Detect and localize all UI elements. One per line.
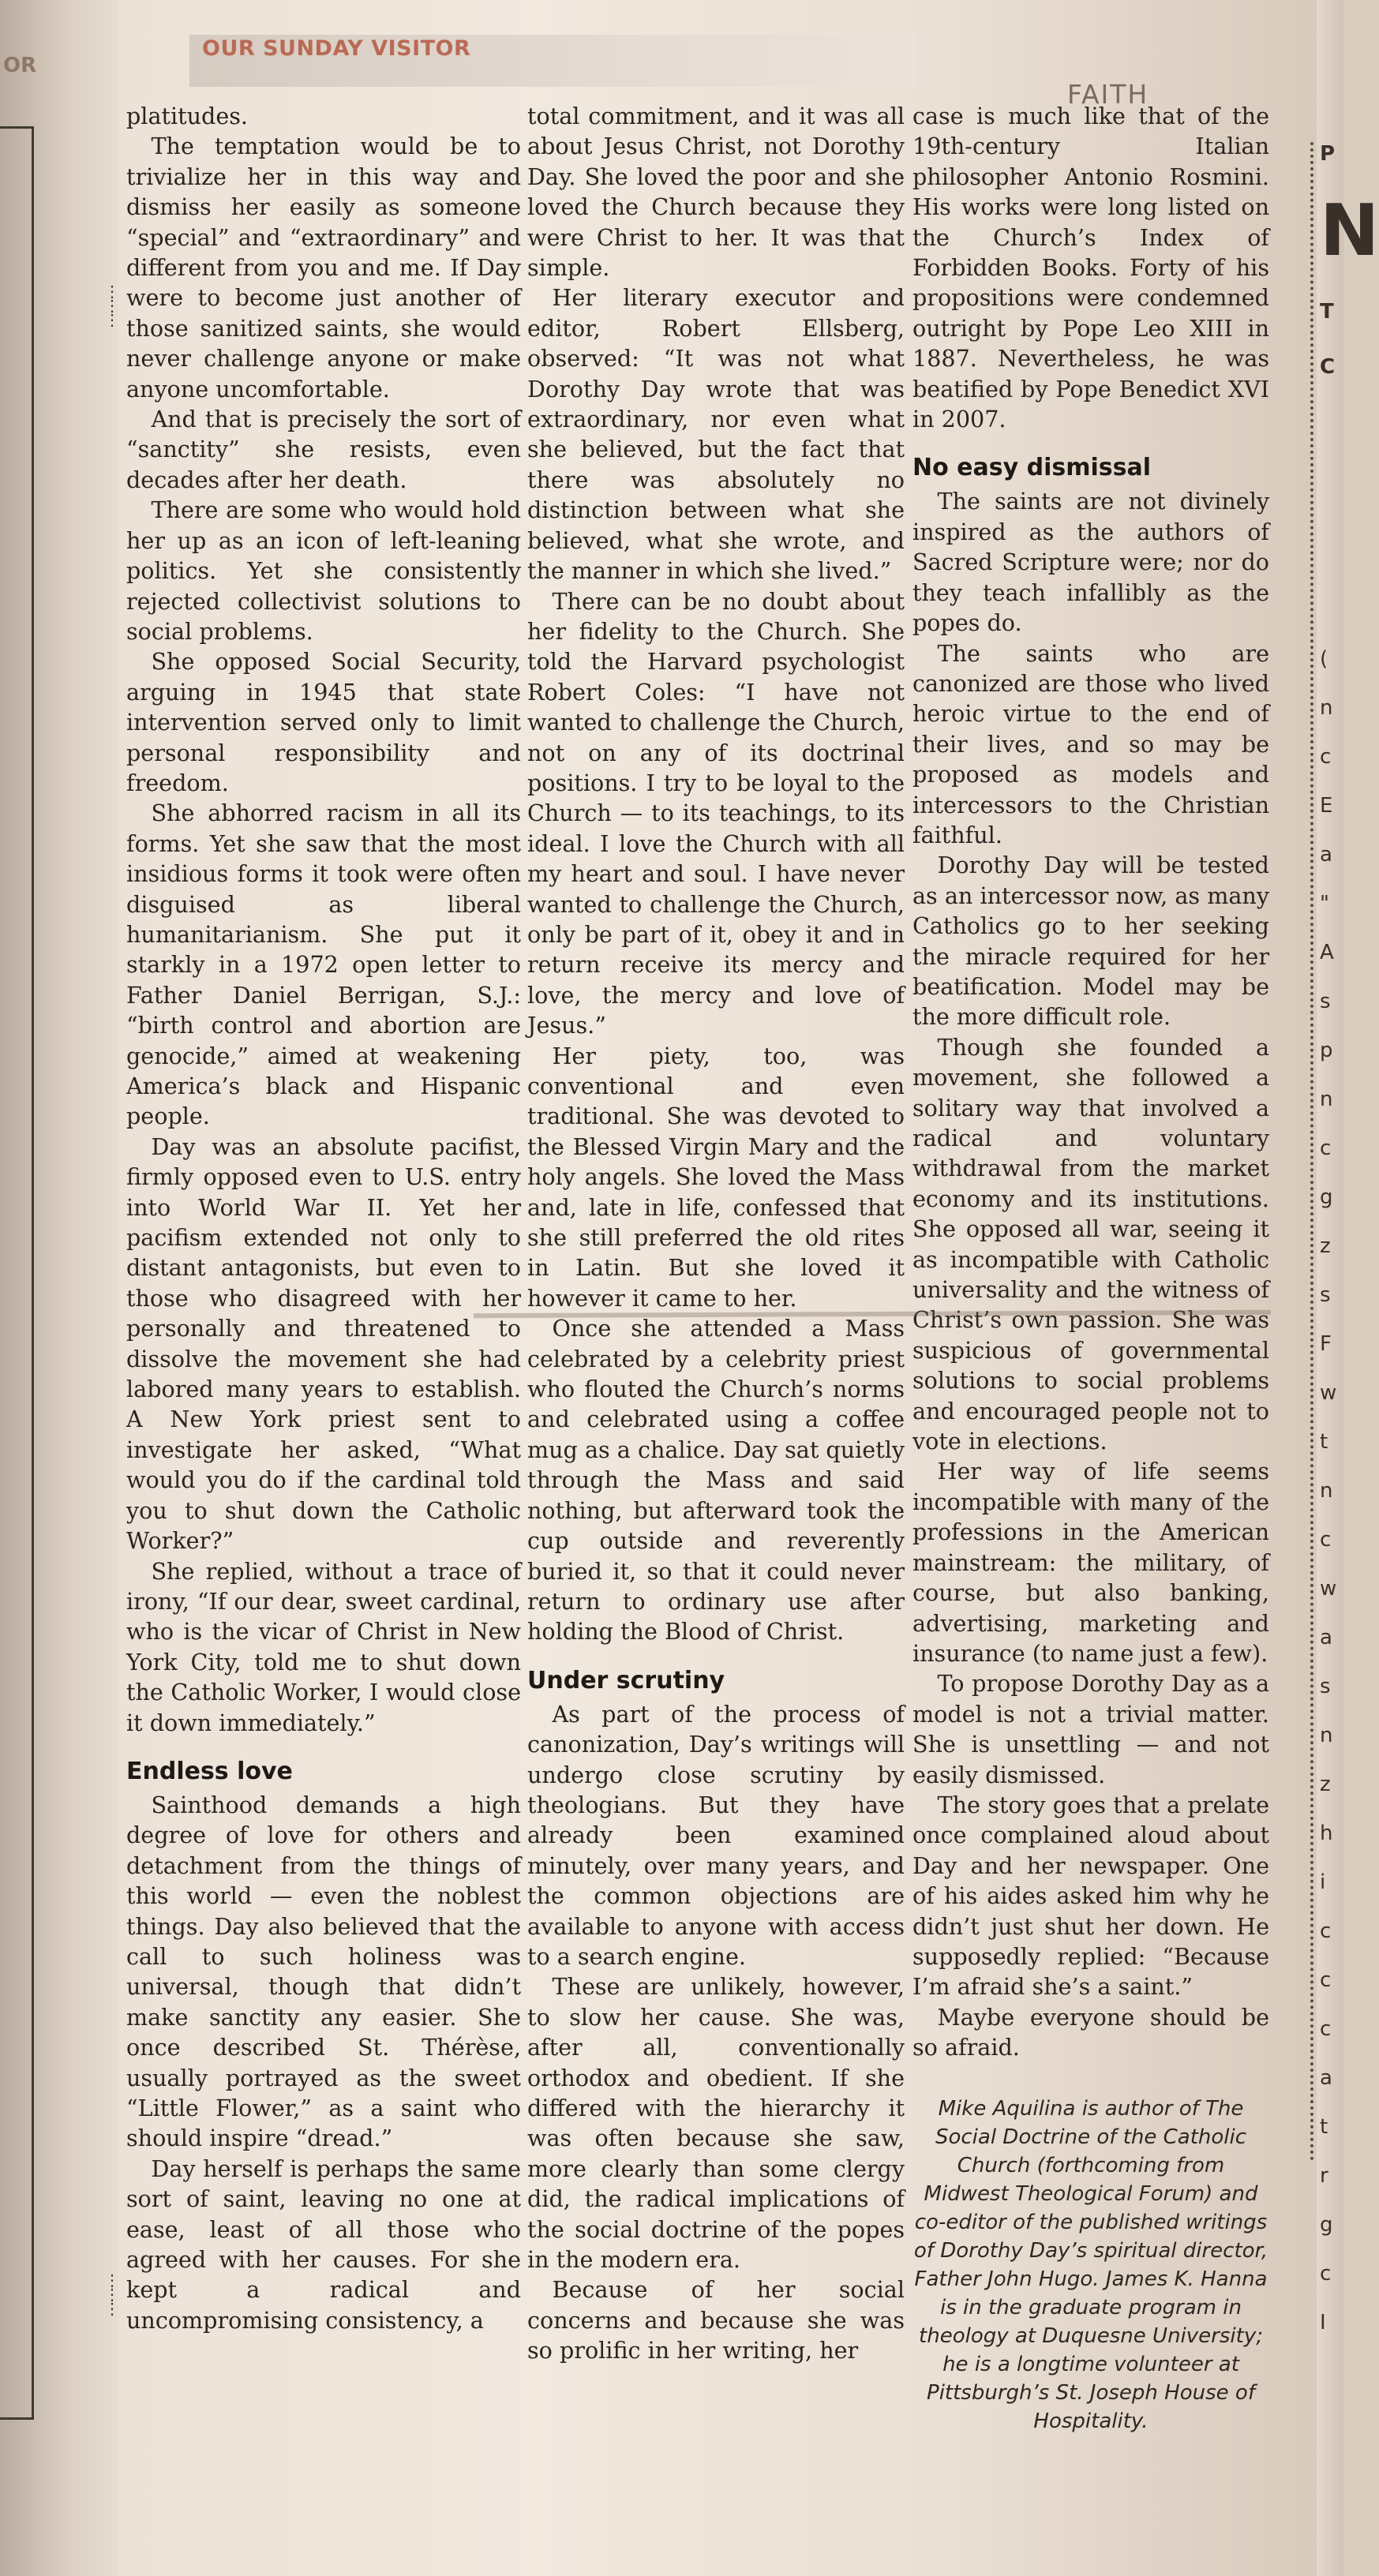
edge-letter: n bbox=[1320, 1724, 1333, 1747]
edge-letter: c bbox=[1320, 745, 1332, 769]
paragraph: The saints who are canonized are those who lived heroic virtue to the end of their lives, and so may be proposed as models and intercessors to the Christian faithful. bbox=[912, 639, 1269, 848]
paragraph: To propose Dorothy Day as a model is not a trivial matter. She is unsettling — and not easily dismissed. bbox=[912, 1670, 1269, 1788]
paragraph: The temptation would be to trivialize her in this way and dismiss her easily as someone “special” and “extraordinary” and different from you and me. If Day were to become just another of those sanitized saints, she would never challenge anyone or make anyone uncomfortable. bbox=[126, 133, 521, 402]
edge-letter: a bbox=[1320, 2066, 1332, 2090]
author-bio: Mike Aquilina is author of The Social Doctrine of the Catholic Church (forthcoming from Midwest Theological Forum) and co-editor of the published writings of Dorothy Day’s spiritual director, Father John Hugo. James K. Hanna is in the graduate program in theology at Duquesne University; he is a longtime volunteer at Pittsburgh’s St. Joseph House of Hospitality. bbox=[913, 2096, 1268, 2433]
subheading: Under scrutiny bbox=[527, 1666, 725, 1694]
paragraph: case is much like that of the 19th-century Italian philosopher Antonio Rosmini. His works were long listed on the Church’s Index of Forbidden Books. Forty of his propositions were condemned outright by Pope Leo XIII in 1887. Nevertheless, he was beatified by Pope Benedict XVI in 2007. bbox=[912, 103, 1269, 433]
edge-letter: P bbox=[1320, 142, 1336, 166]
paragraph: Her literary executor and editor, Robert Ellsberg, observed: “It was not what Dorothy Day wrote that was extraordinary, nor even what she believed, but the fact that there was absolutely no distinction between what she believed, what she wrote, and the manner in which she lived.” bbox=[527, 284, 905, 585]
paragraph: Day herself is perhaps the same sort of saint, leaving no one at ease, least of all those who agreed with her causes. For she kept a radical and uncompromising consistency, a bbox=[126, 2155, 521, 2334]
paragraph: Dorothy Day will be tested as an intercessor now, as many Catholics go to her seeking the miracle required for her beatification. Model may be the more difficult role. bbox=[912, 852, 1269, 1031]
edge-letter: i bbox=[1320, 1870, 1326, 1894]
paragraph: She abhorred racism in all its forms. Yet she saw that the most insidious forms it took were often disguised as liberal humanitarianism. She put it starkly in a 1972 open letter to Father Daniel Berrigan, S.J.: “birth control and abortion are genocide,” aimed at weakening America’s black and Hispanic people. bbox=[126, 799, 521, 1130]
article-column-2 bbox=[527, 101, 905, 2366]
article-column-1 bbox=[126, 101, 521, 2335]
edge-letter: F bbox=[1320, 1332, 1332, 1356]
paragraph: Because of her social concerns and because she was so prolific in her writing, her bbox=[527, 2276, 905, 2364]
subheading: Endless love bbox=[126, 1757, 293, 1785]
paragraph: platitudes. bbox=[126, 103, 249, 129]
edge-letter: A bbox=[1320, 941, 1334, 964]
edge-letter: E bbox=[1320, 794, 1333, 818]
paragraph: There can be no doubt about her fidelity to the Church. She told the Harvard psychologist Robert Coles: “I have not wanted to challenge the Church, not on any of its doctrinal positions. I try to be loyal to the Church — to its teachings, to its ideal. I love the Church with all my heart and soul. I have never wanted to challenge the Church, only be part of it, obey it and in return receive its mercy and love, the mercy and love of Jesus.” bbox=[527, 587, 905, 1039]
adjacent-page-margin bbox=[0, 0, 118, 2576]
edge-letter: a bbox=[1320, 843, 1332, 867]
margin-dots: ⋮ ⋮ ⋮ bbox=[104, 282, 120, 329]
edge-letter: w bbox=[1320, 1577, 1337, 1601]
edge-letter: s bbox=[1320, 1283, 1331, 1307]
edge-letter: t bbox=[1320, 1430, 1328, 1454]
edge-letter: g bbox=[1320, 1185, 1333, 1209]
section-label: FAITH bbox=[1067, 79, 1149, 110]
edge-letter: z bbox=[1320, 1773, 1331, 1796]
edge-letter: z bbox=[1320, 1234, 1331, 1258]
paragraph: Once she attended a Mass celebrated by a celebrity priest who flouted the Church’s norms and celebrated using a coffee mug as a chalice. Day sat quietly through the Mass and said nothing, but afterward took the cup outside and reverently buried it, so that it could never return to ordinary use after holding the Blood of Christ. bbox=[527, 1315, 905, 1646]
paragraph: Sainthood demands a high degree of love for others and detachment from the things of this world — even the noblest things. Day also believed that the call to such holiness was universal, though that didn’t make sanctity any easier. She once described St. Thérèse, usually portrayed as the sweet “Little Flower,” as a saint who should inspire “dread.” bbox=[126, 1791, 521, 2152]
edge-letter: c bbox=[1320, 1528, 1332, 1552]
paragraph: total commitment, and it was all about Jesus Christ, not Dorothy Day. She loved the poor and she loved the Church because they were Christ to her. It was that simple. bbox=[527, 103, 905, 282]
paragraph: Day was an absolute pacifist, firmly opposed even to U.S. entry into World War II. Yet her pacifism extended not only to distant antagonists, but even to those who disagreed with her personally and threatened to dissolve the movement she had labored many years to establish. A New York priest sent to investigate her asked, “What would you do if the cardinal told you to shut down the Catholic Worker?” bbox=[126, 1133, 521, 1555]
edge-letter: N bbox=[1320, 189, 1379, 272]
edge-letter: n bbox=[1320, 1479, 1333, 1503]
edge-letter: t bbox=[1320, 2115, 1328, 2139]
edge-letter: c bbox=[1320, 1136, 1332, 1160]
publication-name: OUR SUNDAY VISITOR bbox=[202, 36, 471, 61]
paragraph: Her piety, too, was conventional and even traditional. She was devoted to the Blessed Virgin Mary and the holy angels. She loved the Mass and, late in life, confessed that she still preferred the old rites in Latin. But she loved it however it came to her. bbox=[527, 1042, 905, 1312]
column-rule bbox=[1310, 142, 1313, 2162]
edge-letter: n bbox=[1320, 696, 1333, 720]
edge-letter: s bbox=[1320, 1675, 1331, 1698]
paragraph: Her way of life seems incompatible with many of the professions in the American mainstream: the military, of course, but also banking, advertising, marketing and insurance (to name just a few). bbox=[912, 1458, 1269, 1667]
edge-letter: c bbox=[1320, 2017, 1332, 2041]
paragraph: There are some who would hold her up as an icon of left-leaning politics. Yet she consistently rejected collectivist solutions to social problems. bbox=[126, 496, 521, 645]
paragraph: These are unlikely, however, to slow her cause. She was, after all, conventionally orthodox and obedient. If she differed with the hierarchy it was often because she saw, more clearly than some clergy did, the radical implications of the social doctrine of the popes in the modern era. bbox=[527, 1973, 905, 2274]
paragraph: The story goes that a prelate once complained aloud about Day and her newspaper. One of his aides asked him why he didn’t just shut her down. He supposedly replied: “Because I’m afraid she’s a saint.” bbox=[912, 1791, 1269, 2001]
subheading: No easy dismissal bbox=[912, 454, 1152, 482]
edge-letter: n bbox=[1320, 1088, 1333, 1111]
edge-letter: s bbox=[1320, 990, 1331, 1013]
edge-letter: r bbox=[1320, 2164, 1328, 2188]
edge-letter: ( bbox=[1320, 647, 1328, 671]
adjacent-page-edge bbox=[1317, 0, 1379, 2576]
margin-dots: ⋮ ⋮ ⋮ bbox=[104, 2271, 120, 2318]
paragraph: The saints are not divinely inspired as the authors of Sacred Scripture were; nor do they teach infallibly as the popes do. bbox=[912, 488, 1269, 637]
paragraph: Though she founded a movement, she followed a solitary way that involved a radical and voluntary withdrawal from the market economy and its institutions. She opposed all war, seeing it as incompatible with Catholic universality and the witness of Christ’s own passion. She was suspicious of governmental solutions to social problems and encouraged people not to vote in elections. bbox=[912, 1033, 1269, 1455]
article-column-3 bbox=[912, 101, 1269, 2436]
edge-letter: c bbox=[1320, 1968, 1332, 1992]
paragraph: And that is precisely the sort of “sanctity” she resists, even decades after her death. bbox=[126, 406, 521, 493]
paragraph: She replied, without a trace of irony, “If our dear, sweet cardinal, who is the vicar of Christ in New York City, told me to shut down the Catholic Worker, I would close it down immediately.” bbox=[126, 1557, 521, 1736]
edge-letter: p bbox=[1320, 1039, 1333, 1062]
edge-letter: w bbox=[1320, 1381, 1337, 1405]
paragraph: She opposed Social Security, arguing in 1945 that state intervention served only to limit personal responsibility and freedom. bbox=[126, 648, 521, 796]
paragraph: As part of the process of canonization, Day’s writings will undergo close scrutiny by theologians. But they have already been examined minutely, over many years, and the common objections are available to anyone with access to a search engine. bbox=[527, 1700, 905, 1970]
edge-letter: I bbox=[1320, 2311, 1326, 2334]
edge-letter: a bbox=[1320, 1626, 1332, 1649]
edge-letter: g bbox=[1320, 2213, 1333, 2237]
edge-letter: C bbox=[1320, 355, 1336, 379]
edge-letter: T bbox=[1320, 300, 1334, 324]
edge-letter: c bbox=[1320, 2262, 1332, 2286]
edge-letter: c bbox=[1320, 1919, 1332, 1943]
paragraph: Maybe everyone should be so afraid. bbox=[912, 2003, 1269, 2061]
edge-letter: h bbox=[1320, 1822, 1333, 1845]
adjacent-page-box bbox=[0, 126, 34, 2420]
edge-letter: " bbox=[1320, 892, 1329, 915]
adjacent-page-fragment: OR bbox=[3, 54, 37, 77]
